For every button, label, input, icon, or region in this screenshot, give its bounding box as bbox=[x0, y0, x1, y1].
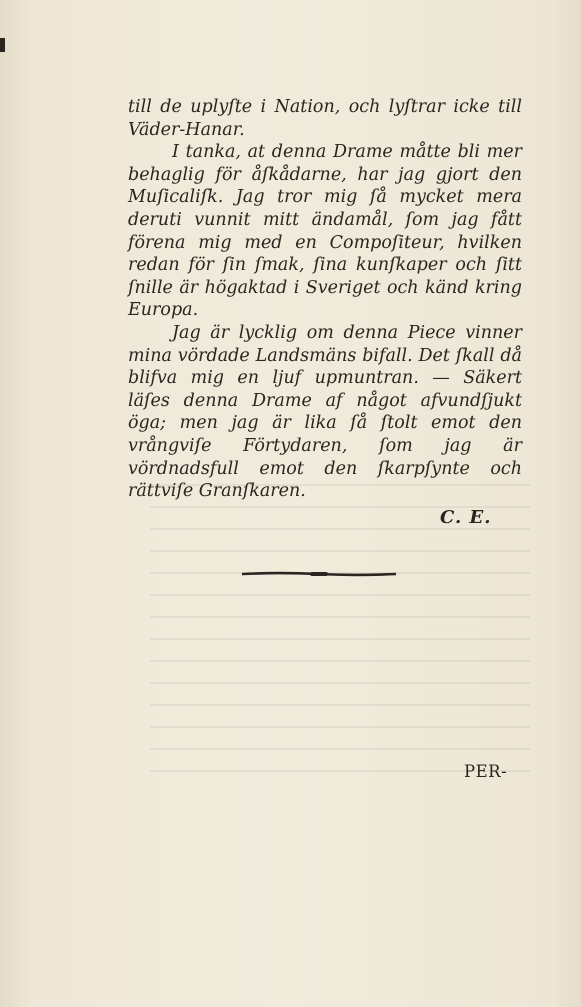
signature: C. E. bbox=[440, 507, 492, 528]
ornamental-rule bbox=[242, 571, 396, 577]
paragraph-1: till de uplyſte i Nation, och lyſtrar icke till Väder-Hanar. bbox=[128, 97, 522, 140]
paragraph-2: I tanka, at denna Drame måtte bli mer behaglig för åſkådarne, har jag gjort den Muſicaliſk. Jag tror mig ſå mycket mera deruti vunnit mitt ändamål, ſom jag fått förena mig med en Compoſiteur, hvilken redan för ſin ſmak, ſina kunſkaper och ſitt ſnille är högaktad i Sveriget och känd kring Europa. bbox=[128, 142, 522, 321]
body-text bbox=[128, 96, 522, 503]
catchword: PER- bbox=[464, 762, 508, 781]
paragraph-3: Jag är lycklig om denna Piece vinner mina vördade Landsmäns bifall. Det ſkall då blifva mig en ljuf upmuntran. — Säkert läſes denna Drame af något afvundſjukt öga; men jag är lika ſå ſtolt emot den vrångviſe Förtydaren, ſom jag är vördnadsfull emot den ſkarpſynte och rättviſe Granſkaren. bbox=[128, 322, 522, 502]
page-edge-mark bbox=[0, 38, 5, 52]
